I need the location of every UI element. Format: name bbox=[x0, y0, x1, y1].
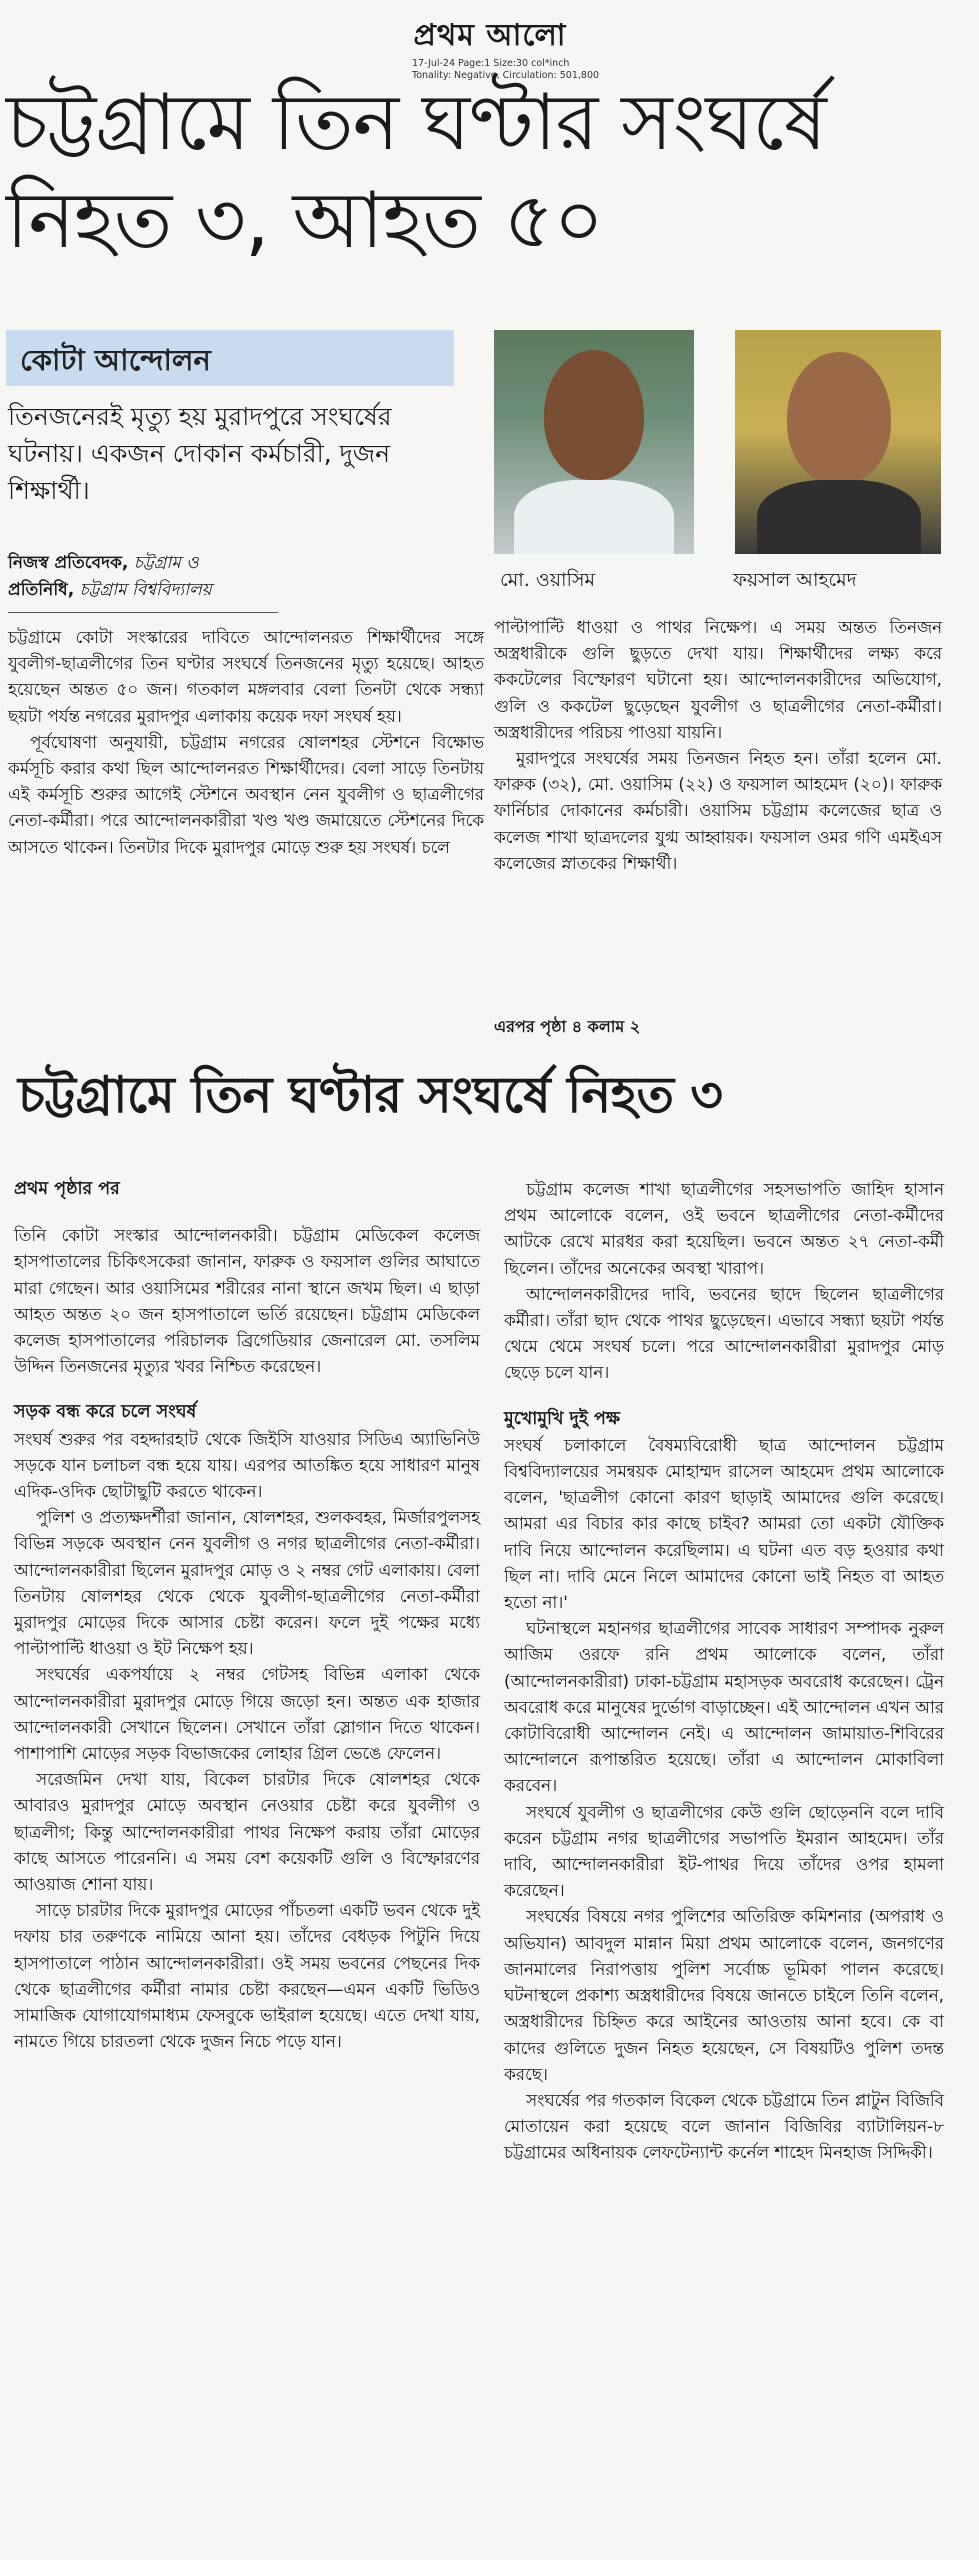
headline-line-2: নিহত ৩, আহত ৫০ bbox=[6, 176, 604, 266]
headline-line-1: চট্টগ্রামে তিন ঘণ্টার সংঘর্ষে bbox=[6, 78, 826, 168]
front-right-para-2: মুরাদপুরে সংঘর্ষের সময় তিনজন নিহত হন। তাঁরা হলেন মো. ফারুক (৩২), মো. ওয়াসিম (২২) ও ফয়সাল আহমেদ (২০)। ফারুক ফার্নিচার দোকানের কর্মচারী। ওয়াসিম চট্টগ্রাম কলেজের ছাত্র ও কলেজ শাখা ছাত্রদলের যুগ্ম আহ্বায়ক। ফয়সাল ওমর গণি এমইএস কলেজের স্নাতকের শিক্ষার্থী। bbox=[494, 748, 942, 873]
cont-left-para-2: সংঘর্ষ শুরুর পর বহদ্দারহাট থেকে জিইসি যাওয়ার সিডিএ অ্যাভিনিউ সড়কে যান চলাচল বন্ধ হয়ে যায়। এরপর আতঙ্কিত হয়ে সাধারণ মানুষ এদিক-ওদিক ছোটাছুটি করতে থাকেন। bbox=[14, 1428, 480, 1502]
cont-right-para-7: সংঘর্ষের পর গতকাল বিকেল থেকে চট্টগ্রামে তিন প্লাটুন বিজিবি মোতায়েন করা হয়েছে বলে জানান বিজিবির ব্যাটালিয়ন-৮ চট্টগ্রামের অধিনায়ক লেফটেন্যান্ট কর্নেল শাহেদ মিনহাজ সিদ্দিকী। bbox=[504, 2089, 944, 2163]
cont-right-para-4: ঘটনাস্থলে মহানগর ছাত্রলীগের সাবেক সাধারণ সম্পাদক নুরুল আজিম ওরফে রনি প্রথম আলোকে বলেন, তাঁরা (আন্দোলনকারীরা) ঢাকা-চট্টগ্রাম মহাসড়ক অবরোধ করেছেন। ট্রেন অবরোধ করে মানুষের দুর্ভোগ বাড়াচ্ছেন। এই আন্দোলন এখন আর কোটাবিরোধী আন্দোলন নেই। এ আন্দোলন জামায়াত-শিবিরের আন্দোলনে রূপান্তরিত হয়েছে। তাঁরা এ আন্দোলন মোকাবিলা করবেন। bbox=[504, 1618, 944, 1796]
masthead-logo bbox=[385, 14, 595, 58]
meta-line-1: 17-Jul-24 Page:1 Size:30 col*inch bbox=[412, 58, 570, 69]
front-right-column bbox=[494, 614, 942, 876]
subhead-face-off: মুখোমুখি দুই পক্ষ bbox=[504, 1408, 621, 1429]
cont-right-para-2: আন্দোলনকারীদের দাবি, ভবনের ছাদে ছিলেন ছাত্রলীগের কর্মীরা। তাঁরা ছাদ থেকে পাথর ছুড়েছেন। এভাবে সন্ধ্যা ছয়টা পর্যন্ত থেমে থেমে সংঘর্ষ চলে। পরে আন্দোলনকারীরা মুরাদপুর মোড় ছেড়ে চলে যান। bbox=[504, 1283, 944, 1383]
section-tag-label: কোটা আন্দোলন bbox=[20, 343, 211, 377]
logo-text: প্রথম আলো bbox=[413, 18, 567, 53]
photo-faisal bbox=[735, 330, 941, 554]
byline-author-1: নিজস্ব প্রতিবেদক, bbox=[8, 553, 129, 573]
byline-place-1: চট্টগ্রাম ও bbox=[128, 553, 199, 573]
section-tag bbox=[6, 330, 454, 386]
continuation-right-column bbox=[504, 1176, 944, 2166]
byline-place-2: চট্টগ্রাম বিশ্ববিদ্যালয় bbox=[74, 580, 212, 600]
deck-text: তিনজনেরই মৃত্যু হয় মুরাদপুরে সংঘর্ষের ঘটনায়। একজন দোকান কর্মচারী, দুজন শিক্ষার্থী। bbox=[8, 402, 392, 505]
cont-left-para-5: সরেজমিন দেখা যায়, বিকেল চারটার দিকে ষোলশহর থেকে আবারও মুরাদপুর মোড়ে অবস্থান নেওয়ার চেষ্টা করে যুবলীগ ও ছাত্রলীগ; কিন্তু আন্দোলনকারীরা পাথর নিক্ষেপ করায় তাঁরা মোড়ের কাছে আসতে পারেননি। এ সময় বেশ কয়েকটি গুলি ও বিস্ফোরণের আওয়াজ শোনা যায়। bbox=[14, 1769, 480, 1895]
front-left-column bbox=[8, 624, 484, 860]
cont-left-para-4: সংঘর্ষের একপর্যায়ে ২ নম্বর গেটসহ বিভিন্ন এলাকা থেকে আন্দোলনকারীরা মুরাদপুর মোড়ে গিয়ে জড়ো হন। অন্তত এক হাজার আন্দোলনকারী সেখানে ছিলেন। সেখানে তাঁরা স্লোগান দিতে থাকেন। পাশাপাশি মোড়ের সড়ক বিভাজকের লোহার গ্রিল ভেঙে ফেলেন। bbox=[14, 1664, 480, 1764]
cont-right-para-3: সংঘর্ষ চলাকালে বৈষম্যবিরোধী ছাত্র আন্দোলন চট্টগ্রাম বিশ্ববিদ্যালয়ের সমন্বয়ক মোহাম্মদ রাসেল আহমেদ প্রথম আলোকে বলেন, 'ছাত্রলীগ কোনো কারণ ছাড়াই আমাদের গুলি করেছে। আমরা এর বিচার কার কাছে চাইব? আমরা তো একটা যৌক্তিক দাবি নিয়ে আন্দোলন করেছিলাম। এ ঘটনা এত বড় হওয়ার কথা ছিল না। দাবি মেনে নিলে আমাদের কোনো ভাই নিহত বা আহত হতো না।' bbox=[504, 1434, 944, 1613]
jump-line: এরপর পৃষ্ঠা ৪ কলাম ২ bbox=[494, 1017, 641, 1036]
cont-right-para-6: সংঘর্ষের বিষয়ে নগর পুলিশের অতিরিক্ত কমিশনার (অপরাধ ও অভিযান) আবদুল মান্নান মিয়া প্রথম আলোকে বলেন, জনগণের জানমালের নিরাপত্তায় পুলিশ সর্বোচ্চ ভূমিকা পালন করেছে। ঘটনাস্থলে প্রকাশ্য অস্ত্রধারীদের বিষয়ে জানতে চাইলে তিনি বলেন, অস্ত্রধারীদের চিহ্নিত করে আইনের আওতায় আনা হবে। কে বা কাদের গুলিতে দুজন নিহত হয়েছেন, সে বিষয়টিও পুলিশ তদন্ত করছে। bbox=[504, 1906, 944, 2084]
caption-wasim: মো. ওয়াসিম bbox=[500, 569, 596, 591]
subhead-road-blocked: সড়ক বন্ধ করে চলে সংঘর্ষ bbox=[14, 1402, 197, 1423]
caption-faisal: ফয়সাল আহমেদ bbox=[733, 569, 857, 591]
cont-right-para-5: সংঘর্ষে যুবলীগ ও ছাত্রলীগের কেউ গুলি ছোড়েননি বলে দাবি করেন চট্টগ্রাম নগর ছাত্রলীগের সভাপতি ইমরান আহমেদ। তাঁর দাবি, আন্দোলনকারীরা ইট-পাথর দিয়ে তাঁদের ওপর হামলা করেছেন। bbox=[504, 1801, 944, 1901]
cont-right-para-1: চট্টগ্রাম কলেজ শাখা ছাত্রলীগের সহসভাপতি জাহিদ হাসান প্রথম আলোকে বলেন, ওই ভবনে ছাত্রলীগের নেতা-কর্মীদের আটকে রেখে মারধর করা হয়েছিল। ভবনে অন্তত ২৭ নেতা-কর্মী ছিলেন। তাঁদের অনেকের অবস্থা খারাপ। bbox=[504, 1179, 944, 1278]
byline-divider bbox=[8, 612, 278, 613]
front-right-para-1: পাল্টাপাল্টি ধাওয়া ও পাথর নিক্ষেপ। এ সময় অন্তত তিনজন অস্ত্রধারীকে গুলি ছুড়তে দেখা যায়। শিক্ষার্থীদের লক্ষ্য করে ককটেলের বিস্ফোরণ ঘটানো হয়। আন্দোলনকারীদের অভিযোগ, গুলি ও ককটেল ছুড়েছেন যুবলীগ ও ছাত্রলীগের নেতা-কর্মীরা। অস্ত্রধারীদের পরিচয় পাওয়া যায়নি। bbox=[494, 617, 942, 742]
meta-line-2: Tonality: Negative, Circulation: 501,800 bbox=[412, 70, 600, 81]
continuation-kicker: প্রথম পৃষ্ঠার পর bbox=[14, 1179, 120, 1199]
cont-left-para-6: সাড়ে চারটার দিকে মুরাদপুর মোড়ের পাঁচতলা একটি ভবন থেকে দুই দফায় চার তরুণকে নামিয়ে আনা হয়। তাঁদের বেধড়ক পিটুনি দিয়ে হাসপাতালে পাঠান আন্দোলনকারীরা। ওই সময় ভবনের পেছনের দিক থেকে ছাত্রলীগের কর্মীরা নামার চেষ্টা করছেন—এমন একটি ভিডিও সামাজিক যোগাযোগমাধ্যম ফেসবুকে ভাইরাল হয়েছে। এতে দেখা যায়, নামতে গিয়ে চারতলা থেকে দুজন নিচে পড়ে যান। bbox=[14, 1900, 480, 2052]
front-left-para-2: পূর্বঘোষণা অনুযায়ী, চট্টগ্রাম নগরের ষোলশহর স্টেশনে বিক্ষোভ কর্মসূচি করার কথা ছিল আন্দোলনরত শিক্ষার্থীদের। বেলা সাড়ে তিনটায় এই কর্মসূচি শুরুর আগেই স্টেশনে অবস্থান নেন যুবলীগ ও ছাত্রলীগের নেতা-কর্মীরা। পরে আন্দোলনকারীরা খণ্ড খণ্ড জমায়েতে স্টেশনের দিকে আসতে থাকেন। তিনটার দিকে মুরাদপুর মোড়ে শুরু হয় সংঘর্ষ। চলে bbox=[8, 731, 484, 857]
continuation-headline: চট্টগ্রামে তিন ঘণ্টার সংঘর্ষে নিহত ৩ bbox=[18, 1066, 723, 1124]
photo-wasim bbox=[494, 330, 694, 554]
front-left-para-1: চট্টগ্রামে কোটা সংস্কারের দাবিতে আন্দোলনরত শিক্ষার্থীদের সঙ্গে যুবলীগ-ছাত্রলীগের তিন ঘণ্টার সংঘর্ষে তিনজনের মৃত্যু হয়েছে। আহত হয়েছেন অন্তত ৫০ জন। গতকাল মঙ্গলবার বেলা তিনটা থেকে সন্ধ্যা ছয়টা পর্যন্ত নগরের মুরাদপুর এলাকায় কয়েক দফা সংঘর্ষ হয়। bbox=[8, 627, 484, 726]
continuation-left-column bbox=[14, 1176, 480, 2055]
byline-author-2: প্রতিনিধি, bbox=[8, 580, 75, 600]
byline bbox=[8, 550, 463, 604]
cont-left-para-3: পুলিশ ও প্রত্যক্ষদর্শীরা জানান, ষোলশহর, শুলকবহর, মির্জারপুলসহ বিভিন্ন সড়কে অবস্থান নেন যুবলীগ ও নগর ছাত্রলীগের নেতা-কর্মীরা। আন্দোলনকারীরা ছিলেন মুরাদপুর মোড় ও ২ নম্বর গেট এলাকায়। বেলা তিনটায় ষোলশহর থেকে থেকে যুবলীগ-ছাত্রলীগের নেতা-কর্মীরা মুরাদপুর মোড়ের দিকে আসার চেষ্টা করেন। ফলে দুই পক্ষের মধ্যে পাল্টাপাল্টি ধাওয়া ও ইট নিক্ষেপ হয়। bbox=[14, 1507, 480, 1659]
cont-left-para-1: তিনি কোটা সংস্কার আন্দোলনকারী। চট্টগ্রাম মেডিকেল কলেজ হাসপাতালের চিকিৎসকেরা জানান, ফারুক ও ফয়সাল গুলির আঘাতে মারা গেছেন। আর ওয়াসিমের শরীরের নানা স্থানে জখম ছিল। এ ছাড়া আহত অন্তত ২০ জন হাসপাতালে ভর্তি রয়েছেন। চট্টগ্রাম মেডিকেল কলেজ হাসপাতালের পরিচালক ব্রিগেডিয়ার জেনারেল মো. তসলিম উদ্দিন তিনজনের মৃত্যুর খবর নিশ্চিত করেছেন। bbox=[14, 1225, 480, 1377]
main-headline bbox=[6, 74, 966, 270]
